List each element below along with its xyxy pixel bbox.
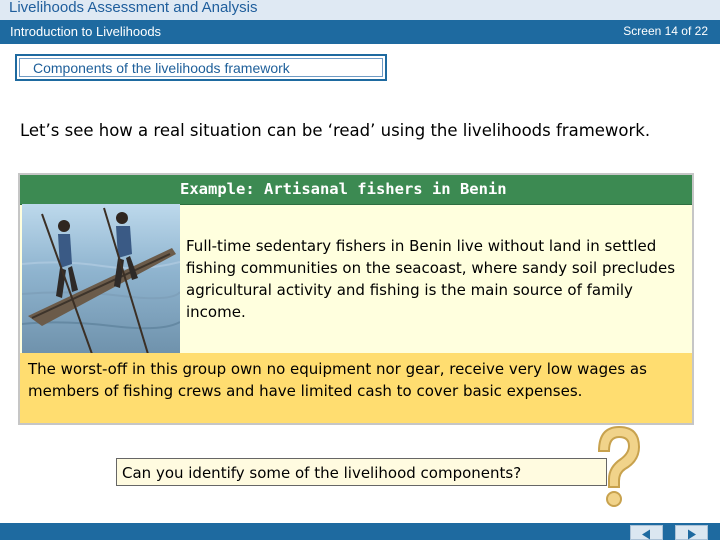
question-mark-icon bbox=[587, 421, 647, 511]
example-description: Full-time sedentary fishers in Benin live without land in settled fishing communities on the seacoast, where sandy soil precludes agricultural activity and fishing is the main source of family income. bbox=[186, 237, 676, 321]
forward-arrow-icon bbox=[676, 528, 707, 541]
example-highlight-text: The worst-off in this group own no equipment nor gear, receive very low wages as members of fishing crews and have limited cash to cover basic expenses. bbox=[28, 360, 647, 400]
screen-counter: Screen 14 of 22 bbox=[623, 24, 708, 38]
example-highlight-box bbox=[20, 353, 692, 423]
module-title: Introduction to Livelihoods bbox=[10, 24, 162, 39]
back-button[interactable] bbox=[630, 525, 663, 540]
section-title-box bbox=[15, 54, 387, 81]
app-title: Livelihoods Assessment and Analysis bbox=[9, 0, 258, 16]
example-title: Example: Artisanal fishers in Benin bbox=[180, 180, 507, 198]
question-box bbox=[116, 458, 607, 486]
footer-bar bbox=[0, 523, 720, 540]
forward-button[interactable] bbox=[675, 525, 708, 540]
back-arrow-icon bbox=[631, 528, 662, 541]
module-bar bbox=[0, 20, 720, 44]
app-title-bar bbox=[0, 0, 720, 20]
fishers-photo bbox=[22, 204, 180, 354]
example-panel bbox=[18, 173, 694, 425]
question-text: Can you identify some of the livelihood components? bbox=[122, 464, 522, 482]
example-header bbox=[20, 175, 692, 205]
intro-text: Let’s see how a real situation can be ‘read’ using the livelihoods framework. bbox=[20, 121, 651, 140]
section-title: Components of the livelihoods framework bbox=[33, 60, 290, 76]
